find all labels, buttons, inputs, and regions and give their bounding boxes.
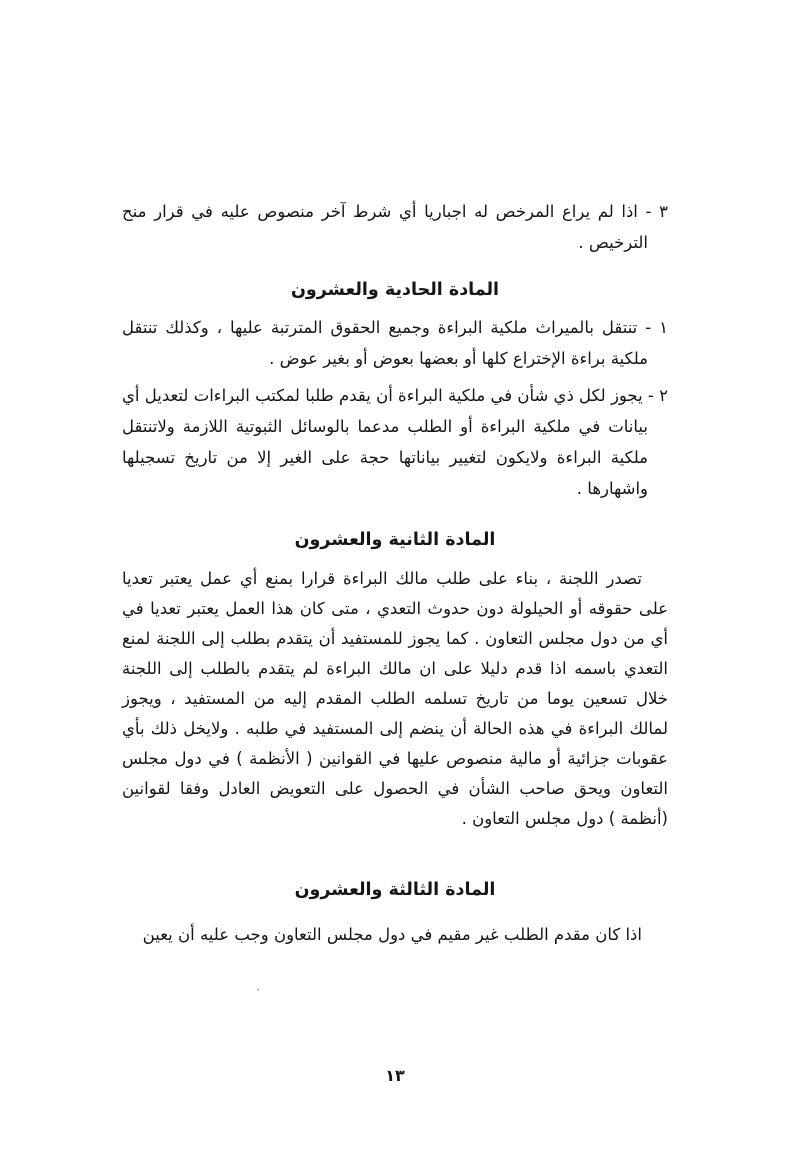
scan-artifact-speck <box>257 988 259 991</box>
continued-list-item-3: ٣ - اذا لم يراع المرخص له اجباريا أي شرط آخر منصوص عليه في قرار منح الترخيص . <box>122 202 668 252</box>
article-21-heading: المادة الحادية والعشرون <box>290 280 500 300</box>
article-23-body: اذا كان مقدم الطلب غير مقيم في دول مجلس التعاون وجب عليه أن يعين <box>142 925 642 944</box>
page-number: ١٣ <box>385 1066 405 1085</box>
article-22-body: تصدر اللجنة ، بناء على طلب مالك البراءة قرارا بمنع أي عمل يعتبر تعديا على حقوقه أو الحيلولة دون حدوث التعدي ، متى كان هذا العمل يعتبر تعديا في أي من دول مجلس التعاون . كما يجوز للمستفيد أن يتقدم بطلب إلى اللجنة لمنع التعدي باسمه اذا قدم دليلا على ان مالك البراءة لم يتقدم بالطلب إلى اللجنة خلال تسعين يوما من تاريخ تسلمه الطلب المقدم إليه من المستفيد ، ويجوز لمالك البراءة في هذه الحالة أن ينضم إلى المستفيد في طلبه . ولايخل ذلك بأي عقوبات جزائية أو مالية منصوص عليها في القوانين ( الأنظمة ) في دول مجلس التعاون ويحق صاحب الشأن في الحصول على التعويض العادل وفقا لقوانين (أنظمة ) دول مجلس التعاون . <box>122 569 668 828</box>
article-21-items <box>122 312 668 504</box>
page-text-column <box>122 0 668 950</box>
article-23-heading: المادة الثالثة والعشرون <box>294 880 496 900</box>
article-22-heading: المادة الثانية والعشرون <box>294 530 496 550</box>
article-21-item-2: ٢ - يجوز لكل ذي شأن في ملكية البراءة أن يقدم طلبا لمكتب البراءات لتعديل أي بيانات في ملكية البراءة أو الطلب مدعما بالوسائل الثبوتية اللازمة ولاتنتقل ملكية البراءة ولايكون لتغيير بياناتها حجة على الغير إلا من تاريخ تسجيلها واشهارها . <box>121 386 668 498</box>
article-21-item-1: ١ - تنتقل بالميراث ملكية البراءة وجميع الحقوق المترتبة عليها ، وكذلك تنتقل ملكية براءة الإختراع كلها أو بعضها بعوض أو بغير عوض . <box>122 318 668 368</box>
